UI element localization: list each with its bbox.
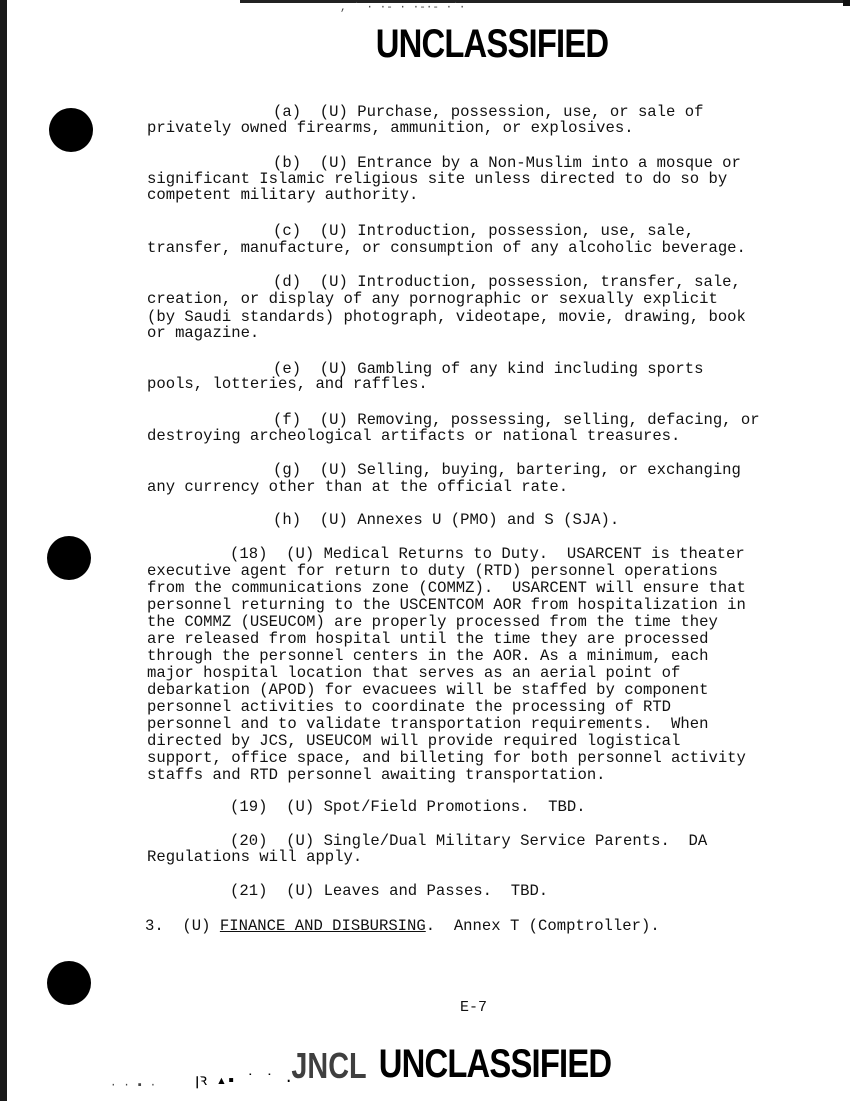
para-18-line: support, office space, and billeting for both personnel activity [147,749,746,767]
item-f-line-2: destroying archeological artifacts or national treasures. [147,427,681,445]
punch-hole-bottom [47,961,91,1005]
item-e-line-1: (e) (U) Gambling of any kind including sports [273,360,704,378]
para-18-line: personnel activities to coordinate the processing of RTD [147,698,672,716]
classification-banner-top: UNCLASSIFIED [375,22,609,66]
punch-hole-middle [47,536,91,580]
smudged-overprint: JNCL [291,1045,367,1086]
para-21-line-1: (21) (U) Leaves and Passes. TBD. [230,882,549,900]
item-a-line-1: (a) (U) Purchase, possession, use, or sale of [273,103,704,121]
para-18-line: personnel returning to the USCENTCOM AOR from hospitalization in [147,596,746,614]
item-d-line-3: (by Saudi standards) photograph, videotape, movie, drawing, book [147,308,746,326]
scan-speckle: ꞁꝛ ▴▪ ˙ ˙ · [195,1072,294,1090]
item-b-line-2: significant Islamic religious site unless directed to do so by [147,170,728,188]
section-3-heading: FINANCE AND DISBURSING [219,917,426,935]
item-d-line-2: creation, or display of any pornographic or sexually explicit [147,290,718,308]
para-18-line: from the communications zone (COMMZ). USARCENT will ensure that [147,579,746,597]
para-18-line: personnel and to validate transportation requirements. When [147,715,709,733]
item-e-line-2: pools, lotteries, and raffles. [147,375,428,393]
item-g-line-2: any currency other than at the official rate. [147,478,569,496]
scan-edge-left [0,0,11,1101]
item-c-line-1: (c) (U) Introduction, possession, use, sale, [273,222,695,240]
section-3-suffix: . Annex T (Comptroller). [425,917,660,935]
item-d-line-1: (d) (U) Introduction, possession, transfer, sale, [273,273,741,291]
para-18-line: directed by JCS, USEUCOM will provide required logistical [147,732,681,750]
scan-speckle: , ˙ · ·- · ·-·- ·˙· [340,2,466,14]
item-b-line-1: (b) (U) Entrance by a Non-Muslim into a mosque or [273,154,741,172]
para-18-line: staffs and RTD personnel awaiting transportation. [147,766,606,784]
section-3-line [145,918,660,935]
para-19-line-1: (19) (U) Spot/Field Promotions. TBD. [230,798,586,816]
item-a-line-2: privately owned firearms, ammunition, or explosives. [147,119,634,137]
scan-edge-corner [843,0,850,6]
item-g-line-1: (g) (U) Selling, buying, bartering, or exchanging [273,461,741,479]
para-20-line-1: (20) (U) Single/Dual Military Service Parents. DA [230,832,708,850]
classification-banner-bottom: UNCLASSIFIED [378,1042,612,1086]
para-18-line: major hospital location that serves as an aerial point of [147,664,681,682]
para-18-line: through the personnel centers in the AOR. As a minimum, each [147,647,709,665]
para-20-line-2: Regulations will apply. [147,848,363,866]
item-c-line-2: transfer, manufacture, or consumption of any alcoholic beverage. [147,239,746,257]
page-number: E-7 [460,999,488,1016]
para-18-line: executive agent for return to duty (RTD) personnel operations [147,562,718,580]
section-3-prefix: 3. (U) [145,917,220,935]
punch-hole-top [49,108,93,152]
item-b-line-3: competent military authority. [147,186,419,204]
para-18-line-1: (18) (U) Medical Returns to Duty. USARCENT is theater [230,545,745,563]
para-18-line: debarkation (APOD) for evacuees will be staffed by component [147,681,709,699]
scan-speckle: · · ▪ · [110,1080,157,1092]
para-18-line: are released from hospital until the time they are processed [147,630,709,648]
para-18-line: the COMMZ (USEUCOM) are properly processed from the time they [147,613,718,631]
scan-edge-top [240,0,850,3]
item-f-line-1: (f) (U) Removing, possessing, selling, defacing, or [273,411,760,429]
item-h-line-1: (h) (U) Annexes U (PMO) and S (SJA). [273,511,620,529]
item-d-line-4: or magazine. [147,324,260,342]
